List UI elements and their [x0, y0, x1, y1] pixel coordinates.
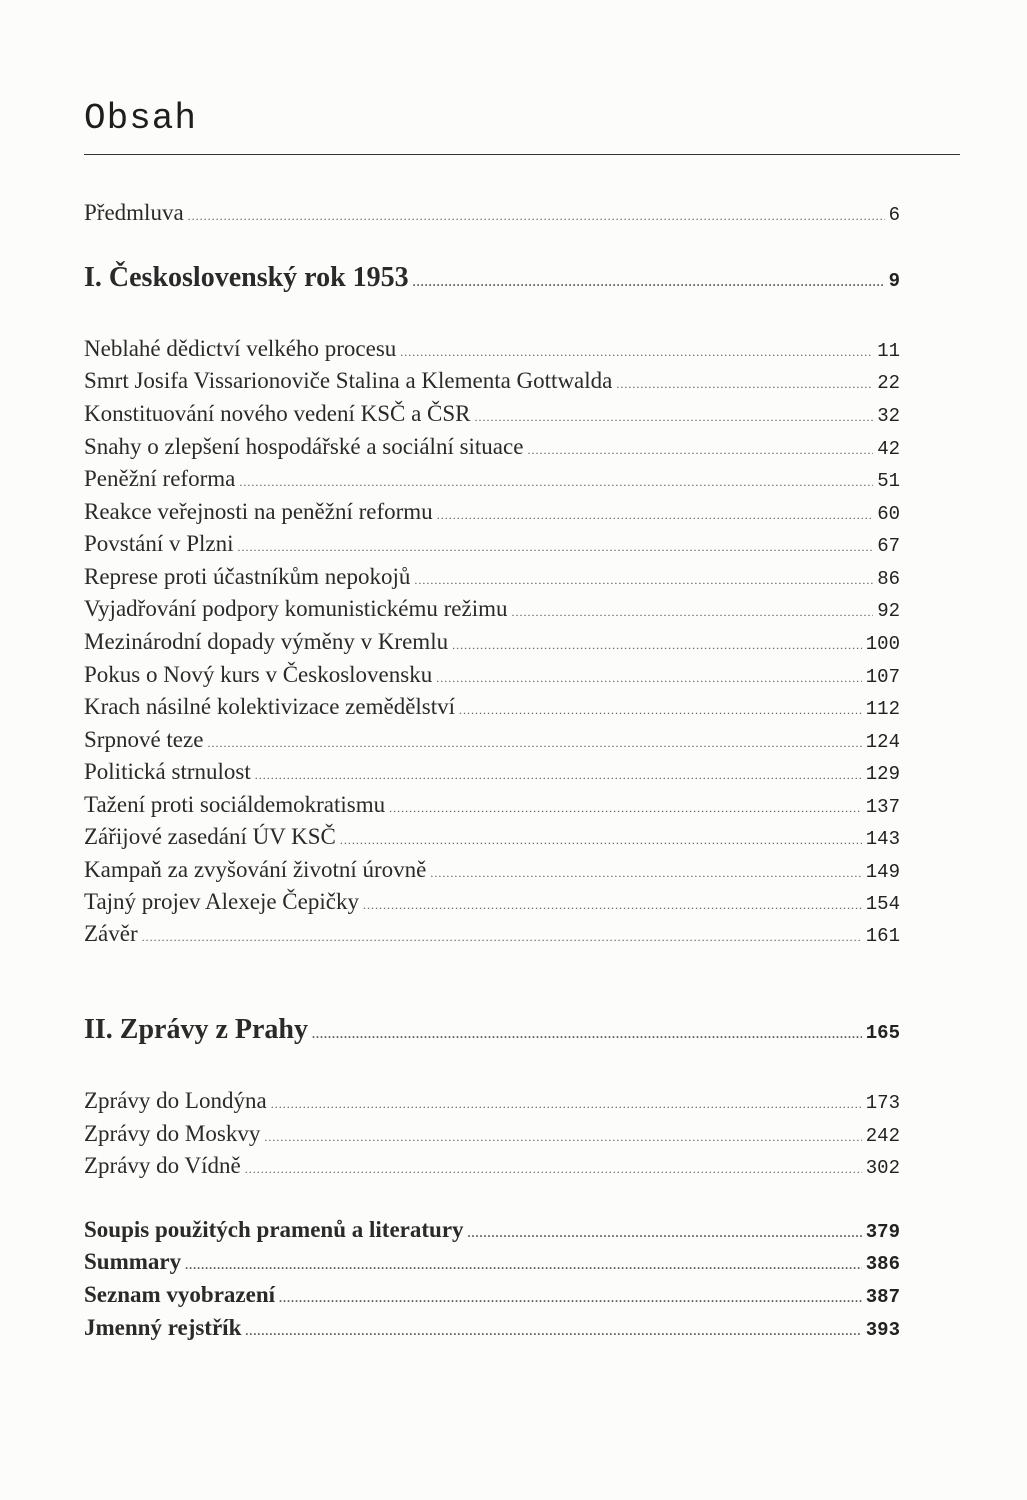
toc-entry-page: 393 — [865, 1319, 900, 1341]
toc-entry-label: Pokus o Nový kurs v Československu — [84, 662, 433, 687]
toc-entry-illustrations — [84, 1282, 900, 1308]
toc-entry-page: 137 — [865, 796, 900, 818]
toc-entry-page: 143 — [865, 828, 900, 850]
dot-leader — [459, 703, 862, 718]
toc-entry — [84, 921, 900, 947]
toc-entry-page: 51 — [877, 470, 900, 492]
toc-entry-label: Tažení proti sociáldemokratismu — [84, 792, 386, 817]
toc-entry — [84, 629, 900, 655]
toc-entry — [84, 824, 900, 850]
toc-entry-page: 149 — [865, 861, 900, 883]
dot-leader — [279, 1291, 862, 1306]
dot-leader — [430, 866, 861, 881]
toc-entry — [84, 401, 900, 427]
dot-leader — [436, 671, 862, 686]
toc-entry-label: Kampaň za zvyšování životní úrovně — [84, 857, 427, 882]
dot-leader — [475, 410, 874, 425]
toc-entry-page: 112 — [865, 698, 900, 720]
toc-entry — [84, 596, 900, 622]
dot-leader — [245, 1162, 862, 1177]
toc-entry — [84, 531, 900, 557]
toc-entry-page: 124 — [865, 731, 900, 753]
dot-leader — [512, 605, 874, 620]
toc-entry-label: Závěr — [84, 921, 138, 946]
toc-entry — [84, 499, 900, 525]
toc-entry-label: Zářijové zasedání ÚV KSČ — [84, 824, 336, 849]
dot-leader — [207, 736, 861, 751]
toc-entry-index — [84, 1315, 900, 1341]
toc-entry-label: Konstituování nového vedení KSČ a ČSR — [84, 401, 471, 426]
toc-entry-label: Jmenný rejstřík — [84, 1315, 242, 1340]
dot-leader — [238, 540, 874, 555]
toc-part-2 — [84, 1014, 900, 1046]
toc-entry-label: Peněžní reforma — [84, 466, 236, 491]
toc-entry-page: 154 — [865, 893, 900, 915]
toc-entry-page: 32 — [877, 405, 900, 427]
toc-entry-label: Krach násilné kolektivizace zemědělství — [84, 694, 456, 719]
dot-leader — [527, 443, 873, 458]
toc-entry-label: Zprávy do Moskvy — [84, 1121, 261, 1146]
toc-entry-page: 67 — [877, 535, 900, 557]
toc-entry-page: 161 — [865, 925, 900, 947]
toc-entry — [84, 336, 900, 362]
page-title: Obsah — [84, 98, 198, 139]
toc-entry-page: 107 — [865, 666, 900, 688]
toc-entry-page: 165 — [865, 1022, 900, 1044]
toc-entry-page: 242 — [865, 1125, 900, 1147]
toc-entry-label: Zprávy do Londýna — [84, 1088, 267, 1113]
toc-entry-label: Smrt Josifa Vissarionoviče Stalina a Klementa Gottwalda — [84, 368, 613, 393]
toc-entry-page: 42 — [877, 438, 900, 460]
dot-leader — [452, 638, 862, 653]
toc-entry — [84, 662, 900, 688]
toc-entry-label: Summary — [84, 1249, 182, 1274]
dot-leader — [312, 1027, 862, 1042]
dot-leader — [413, 275, 885, 290]
dot-leader — [245, 1324, 861, 1339]
toc-entry-page: 386 — [865, 1253, 900, 1275]
dot-leader — [264, 1130, 861, 1145]
dot-leader — [400, 345, 873, 360]
toc-entry-label: Snahy o zlepšení hospodářské a sociální situace — [84, 434, 524, 459]
toc-entry-label: Srpnové teze — [84, 727, 204, 752]
toc-entry-label: Předmluva — [84, 200, 184, 225]
toc-entry — [84, 466, 900, 492]
toc-entry-label: Tajný projev Alexeje Čepičky — [84, 889, 359, 914]
toc-entry-page: 9 — [888, 270, 900, 292]
toc-entry-page: 302 — [865, 1157, 900, 1179]
dot-leader — [340, 833, 862, 848]
toc-entry-page: 387 — [865, 1286, 900, 1308]
toc-entry — [84, 564, 900, 590]
toc-entry-page: 129 — [865, 763, 900, 785]
toc-entry-label: Zprávy do Vídně — [84, 1153, 241, 1178]
toc-entry-label: Povstání v Plzni — [84, 531, 234, 556]
dot-leader — [185, 1258, 862, 1273]
toc-entry-sources — [84, 1217, 900, 1243]
toc-entry-page: 22 — [877, 372, 900, 394]
toc-entry-label: Politická strnulost — [84, 759, 251, 784]
toc-entry — [84, 368, 900, 394]
toc-entry — [84, 759, 900, 785]
toc-entry — [84, 1121, 900, 1147]
toc-entry-page: 92 — [877, 600, 900, 622]
title-rule — [84, 154, 960, 155]
dot-leader — [271, 1097, 862, 1112]
toc-part-1 — [84, 262, 900, 294]
dot-leader — [255, 768, 862, 783]
toc-entry-label: Neblahé dědictví velkého procesu — [84, 336, 397, 361]
toc-entry-label: Vyjadřování podpory komunistickému režimu — [84, 596, 508, 621]
toc-entry-label: Soupis použitých pramenů a literatury — [84, 1217, 464, 1242]
toc-entry — [84, 889, 900, 915]
toc-entry-page: 6 — [888, 204, 900, 226]
toc-entry-preface — [84, 200, 900, 226]
dot-leader — [188, 209, 885, 224]
dot-leader — [142, 930, 862, 945]
toc-entry-page: 11 — [877, 340, 900, 362]
dot-leader — [239, 475, 873, 490]
dot-leader — [616, 377, 873, 392]
toc-part-label: I. Československý rok 1953 — [84, 262, 409, 293]
dot-leader — [437, 508, 874, 523]
dot-leader — [363, 898, 862, 913]
toc-entry-label: Seznam vyobrazení — [84, 1282, 276, 1307]
toc-entry-summary — [84, 1249, 900, 1275]
toc-entry-page: 86 — [877, 568, 900, 590]
toc-entry-page: 379 — [865, 1221, 900, 1243]
toc-entry — [84, 434, 900, 460]
toc-entry — [84, 727, 900, 753]
toc-entry-page: 173 — [865, 1092, 900, 1114]
toc-entry-label: Mezinárodní dopady výměny v Kremlu — [84, 629, 449, 654]
toc-entry — [84, 857, 900, 883]
toc-entry — [84, 694, 900, 720]
toc-entry — [84, 1088, 900, 1114]
toc-part-label: II. Zprávy z Prahy — [84, 1014, 308, 1045]
toc-entry-label: Reakce veřejnosti na peněžní reformu — [84, 499, 433, 524]
toc-entry-page: 100 — [865, 633, 900, 655]
toc-entry-page: 60 — [877, 503, 900, 525]
toc-entry — [84, 1153, 900, 1179]
dot-leader — [389, 801, 862, 816]
toc-entry-label: Represe proti účastníkům nepokojů — [84, 564, 411, 589]
dot-leader — [468, 1226, 862, 1241]
dot-leader — [414, 573, 873, 588]
toc-entry — [84, 792, 900, 818]
